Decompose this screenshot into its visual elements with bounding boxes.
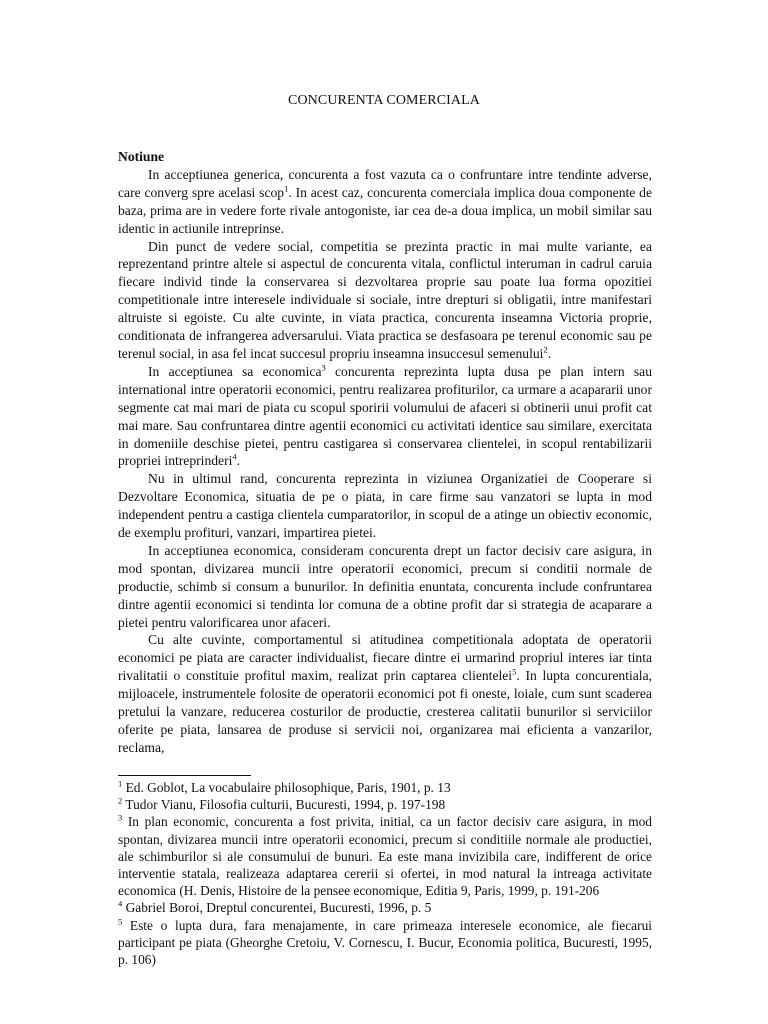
- footnote: [118, 899, 652, 916]
- footnote: [118, 796, 652, 813]
- footnote-ref[interactable]: 5: [512, 666, 517, 677]
- paragraph-text: Nu in ultimul rand, concurenta reprezinta in viziunea Organizatiei de Cooperare si Dezvoltare Economica, situatia de pe o piata, in care firme sau vanzatori se lupta in mod independent pentru a castiga clientela cumparatorilor, in scopul de a atinge un obiectiv economic, de exemplu profituri, vanzari, impartirea pietei.: [118, 471, 652, 541]
- footnote-ref[interactable]: 3: [321, 362, 326, 373]
- paragraph-text: Din punct de vedere social, competitia se prezinta practic in mai multe variante, ea reprezentand printre altele si aspectul de concurenta vitala, conflictul interuman in cadrul caruia fiecare individ tinde la conservarea si dezvoltarea proprie sau poate lua forma opozitiei competitionale intre interesele individuale si sociale, intre drepturi si obligatii, intre manifestari altruiste si egoiste. Cu alte cuvinte, in viata practica, concurenta inseamna Victoria proprie, conditionata de infrangerea adversarului. Viata practica se desfasoara pe terenul economic sau pe terenul social, in asa fel incat succesul propriu inseamna insuccesul semenului: [118, 238, 652, 361]
- paragraph-text: . In acest caz, concurenta comerciala implica doua componente de baza, prima are in vedere forte rivale antogoniste, iar cea de-a doua implica, un mobil similar sau identic in actiunile intreprinse.: [118, 184, 652, 236]
- paragraph-text: In acceptiunea sa economica: [148, 363, 322, 379]
- footnote-number: 3: [118, 812, 123, 823]
- document-title: CONCURENTA COMERCIALA: [288, 93, 480, 108]
- footnote-number: 5: [118, 916, 123, 927]
- footnote-number: 4: [118, 898, 123, 909]
- footnote-ref[interactable]: 4: [232, 451, 237, 462]
- footnote-text: Tudor Vianu, Filosofia culturii, Bucuresti, 1994, p. 197-198: [122, 797, 446, 813]
- paragraph-text: . In lupta concurentiala, mijloacele, instrumentele folosite de operatorii economici pot fi oneste, loiale, cum sunt scaderea pretului la vanzare, reducerea costurilor de productie, cresterea calitatii bunurilor si serviciilor oferite pe piata, lansarea de produse si servicii noi, organizarea mai eficienta a vanzarilor, reclama,: [118, 668, 652, 755]
- paragraph: [118, 363, 652, 470]
- footnote: [118, 813, 652, 899]
- paragraph-text: .: [547, 345, 552, 361]
- paragraph: [118, 631, 652, 756]
- paragraph: [118, 542, 652, 632]
- footnote-text: Ed. Goblot, La vocabulaire philosophique, Paris, 1901, p. 13: [122, 780, 451, 795]
- body-text: [118, 148, 652, 757]
- footnote: [118, 779, 652, 796]
- footnote: [118, 917, 652, 969]
- paragraph-text: .: [236, 453, 241, 469]
- section-heading: Notiune: [118, 149, 165, 164]
- footnote-text: Gabriel Boroi, Dreptul concurentei, Bucuresti, 1996, p. 5: [122, 900, 432, 916]
- paragraph-text: concurenta reprezinta lupta dusa pe plan intern sau international intre operatorii economici, pentru realizarea profiturilor, ca urmare a acapararii unor segmente cat mai mari de piata cu scopul sporirii volumului de afaceri si obtinerii unui profit cat mai mare. Sau confruntarea dintre agentii economici cu activitati identice sau similare, exercitata in domeniile deschise pietei, pentru castigarea si conservarea clientelei, in scopul rentabilizarii propriei intreprinderi: [118, 363, 652, 469]
- paragraph: [118, 238, 652, 363]
- footnote-number: 2: [118, 795, 123, 806]
- paragraph-text: In acceptiunea economica, consideram concurenta drept un factor decisiv care asigura, in mod spontan, divizarea muncii intre operatorii economici, precum si conditii normale de productie, schimb si consum a bunurilor. In definitia enuntata, concurenta include confruntarea dintre agentii economici si tendinta lor comuna de a obtine profit dar si strategia de acaparare a pietei pentru valorificarea unor afaceri.: [118, 542, 652, 630]
- footnotes: [118, 779, 652, 968]
- paragraph-text: Cu alte cuvinte, comportamentul si atitudinea competitionala adoptata de operatorii economici pe piata are caracter individualist, fiecare dintre ei urmarind propriul interes iar tinta rivalitatii o constituie profitul maxim, realizat prin captarea clientelei: [118, 632, 652, 684]
- footnote-ref[interactable]: 1: [284, 183, 289, 194]
- paragraph: [118, 470, 652, 542]
- footnote-text: Este o lupta dura, fara menajamente, in care primeaza interesele economice, ale fiecarui participant pe piata (Gheorghe Cretoiu, V. Cornescu, I. Bucur, Economia politica, Bucuresti, 1995, p. 106): [118, 917, 652, 968]
- paragraph-text: In acceptiunea generica, concurenta a fost vazuta ca o confruntare intre tendinte adverse, care converg spre acelasi scop: [118, 166, 652, 200]
- footnote-text: In plan economic, concurenta a fost privita, initial, ca un factor decisiv care asigura, in mod spontan, divizarea muncii intre operatorii economici, precum si conditiile normale ale productiei, ale schimburilor si ale consumului de bunuri. Ea este mana invizibila care, indifferent de orice interventie statala, realizeaza adaptarea cererii si ofertei, in mod natural la intreaga activitate economica (H. Denis, Histoire de la pensee economique, Editia 9, Paris, 1999, p. 191-206: [118, 814, 652, 899]
- footnote-separator: [118, 775, 251, 776]
- footnote-number: 1: [118, 778, 123, 789]
- paragraph: [118, 166, 652, 238]
- footnote-ref[interactable]: 2: [543, 344, 548, 355]
